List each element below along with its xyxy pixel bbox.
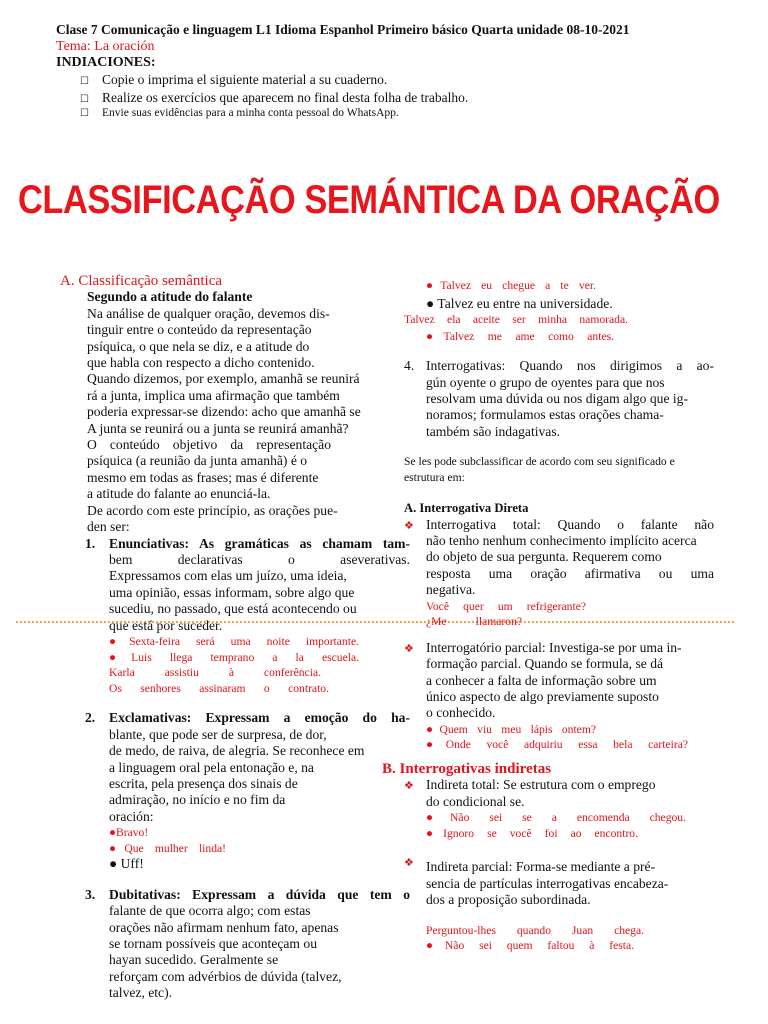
example: ●Ignoro se você foi ao encontro. <box>426 826 638 840</box>
example: ●Talvez eu chegue a te ver. <box>426 279 596 292</box>
example: ●Onde você adquiriu essa bela carteira? <box>426 738 688 752</box>
instruction-item: ☐ Copie o imprima el siguiente material a su cuaderno. <box>80 72 388 87</box>
example: Talvez ela aceite ser minha namorada. <box>404 313 628 326</box>
list-item-enunciativas: 1. Enunciativas: As gramáticas as chamam tam- bem declarativas o aseverativas. Expressamos com elas um juízo, uma ideia, uma opinião, essas informam, sobre algo que sucediu, no passado, que está acontecendo ou que está por suceder. ●Sexta-feira será uma noite importante. ●Luis llega temprano a la escuela. Karla assistiu à conferência. Os senhores assinaram o contrato. <box>85 535 410 695</box>
section-a-title: A. Classificação semântica <box>60 273 223 289</box>
main-title: CLASSIFICAÇÃO SEMÁNTICA DA ORAÇÃO <box>18 178 720 222</box>
subitem-indirect-total: ❖ Indireta total: Se estrutura com o emprego do condicional se. ●Não sei se a encomenda chegou. ●Ignoro se você foi ao encontro. <box>404 777 686 840</box>
subitem-total: ❖ Interrogativa total: Quando o falante não não tenho nenhum conhecimento implícito acerca do objeto de sua pergunta. Requerem como resposta uma oração afirmativa ou uma negativa. Você quer um refrigerante? ¿Me llamaron? <box>404 516 714 629</box>
section-b-title: B. Interrogativas indiretas <box>382 761 552 778</box>
subclass-text: Se les pode subclassificar de acordo com seu significado e estrutura em: <box>404 455 675 485</box>
diamond-bullet-icon: ❖ <box>404 779 414 793</box>
example: ●Não sei se a encomenda chegou. <box>426 811 686 825</box>
example: ¿Me llamaron? <box>426 615 522 629</box>
subitem-indirect-partial: ❖ Indireta parcial: Forma-se mediante a pré- sencia de partículas interrogativas encabeza- dos a proposição subordinada. Perguntou-lhes quando Juan chega. ●Não sei quem faltou à festa. <box>404 856 669 953</box>
example: Karla assistiu à conferência. <box>109 666 321 680</box>
checkbox-icon: ☐ <box>80 94 89 105</box>
example: ●Não sei quem faltou à festa. <box>426 939 634 953</box>
example: ●Bravo! <box>109 826 149 840</box>
example: ●Que mulher linda! <box>109 841 226 855</box>
example: Os senhores assinaram o contrato. <box>109 681 329 695</box>
example: ● Uff! <box>109 856 144 872</box>
example: ●Sexta-feira será uma noite importante. <box>109 634 359 648</box>
subitem-partial: ❖ Interrogatório parcial: Investiga-se por uma in- formação parcial. Quando se formula, se dá a conhecer a falta de informação sobre um único aspecto de algo previamente suposto o conhecido. ●Quem viu meu lápis ontem? ●Onde você adquiriu essa bela carteira? <box>404 639 688 752</box>
indications-title: INDIACIONES: <box>56 55 156 70</box>
checkbox-icon: ☐ <box>80 76 89 87</box>
intro-paragraph: Na análise de qualquer oração, devemos dis- tinguir entre o conteúdo da representação psíquica, o que nela se diz, e a atitude do que habla con respecto a dicho contenido. Quando dizemos, por exemplo, amanhã se reunirá rá a junta, implica uma afirmação que também poderia expressar-se dizendo: acho que amanhã se A junta se reunirá ou a junta se reunirá amanhã? O conteúdo objetivo da representação psíquica (a reunião da junta amanhã) é o mesmo em todas as frases; mas é diferente a atitude do falante ao enunciá-la. De acordo com este princípio, as orações pue- den ser: <box>87 305 361 535</box>
instruction-item: ☐ Envie suas evidências para a minha conta pessoal do WhatsApp. <box>80 107 399 119</box>
direct-interrogative-title: A. Interrogativa Direta <box>404 501 529 516</box>
theme-line: Tema: La oración <box>56 39 155 54</box>
example: Você quer um refrigerante? <box>426 599 586 613</box>
example: ●Talvez me ame como antes. <box>426 329 614 343</box>
diamond-bullet-icon: ❖ <box>404 641 414 655</box>
list-item-exclamativas: 2. Exclamativas: Expressam a emoção do ha- blante, que pode ser de surpresa, de dor, de medo, de raiva, de alegria. Se reconhece em a linguagem oral pela entonação e, na escrita, pela presença dos sinais de admiração, no início e no fim da oración: ●Bravo! ●Que mulher linda! ● Uff! <box>85 710 410 872</box>
example: ● Talvez eu entre na universidade. <box>426 295 613 311</box>
example: ●Quem viu meu lápis ontem? <box>426 722 596 736</box>
right-column <box>382 278 714 954</box>
list-item-dubitativas: 3. Dubitativas: Expressam a dúvida que tem o falante de que ocorra algo; com estas orações não afirmam nenhum fato, apenas se tornam possíveis que aconteçam ou hayan sucedido. Geralmente se reforçam com advérbios de dúvida (talvez, talvez, etc). <box>85 886 410 1001</box>
checkbox-icon: ☐ <box>80 108 89 119</box>
section-subtitle: Segundo a atitude do falante <box>87 289 253 305</box>
dubitative-examples <box>404 278 714 344</box>
list-item-interrogativas: 4. Interrogativas: Quando nos dirigimos a ao- gún oyente o grupo de oyentes para que nos resolvam uma dúvida ou nos digam algo que ig- noramos; formulamos estas orações chama- também são indagativas. <box>404 358 714 439</box>
left-column <box>60 273 410 1002</box>
example: Perguntou-lhes quando Juan chega. <box>426 923 644 937</box>
document-header: Clase 7 Comunicação e linguagem L1 Idioma Espanhol Primeiro básico Quarta unidade 08-10-2021 <box>56 22 630 37</box>
instruction-item: ☐ Realize os exercícios que aparecem no final desta folha de trabalho. <box>80 90 469 105</box>
example: ●Luis llega temprano a la escuela. <box>109 650 359 664</box>
diamond-bullet-icon: ❖ <box>404 518 414 532</box>
diamond-bullet-icon: ❖ <box>404 856 414 870</box>
